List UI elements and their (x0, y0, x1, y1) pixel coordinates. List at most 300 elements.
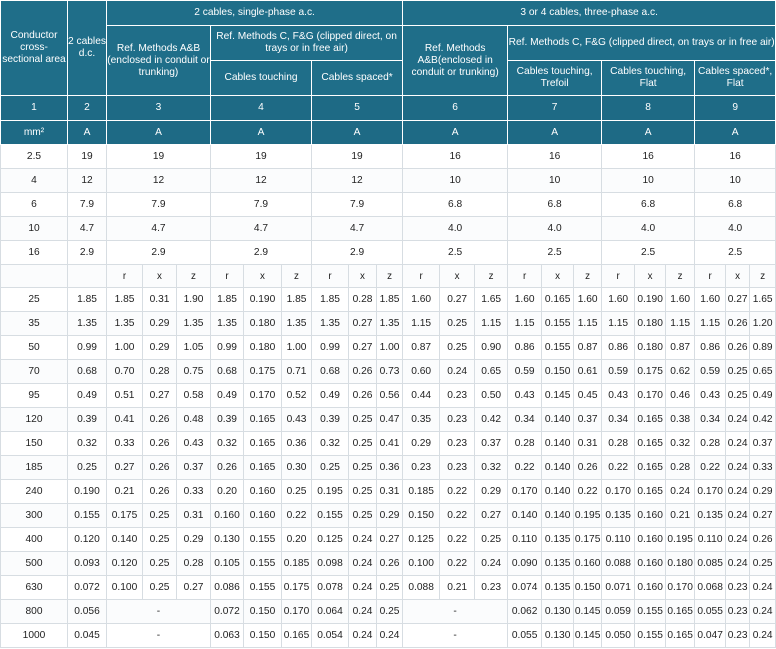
value-cell: 4.0 (508, 217, 602, 241)
value-cell: 0.28 (666, 456, 695, 480)
value-cell: 0.25 (282, 480, 312, 504)
column-number: 3 (107, 96, 211, 121)
value-cell: 0.150 (542, 360, 574, 384)
value-cell: 0.135 (542, 552, 574, 576)
value-cell: 0.43 (602, 384, 635, 408)
value-cell: 0.24 (349, 576, 377, 600)
header-three-phase: 3 or 4 cables, three-phase a.c. (403, 1, 776, 26)
size-cell: 240 (1, 480, 68, 504)
value-cell: 6.8 (602, 193, 695, 217)
value-cell: 0.130 (211, 528, 244, 552)
value-cell: 0.56 (377, 384, 403, 408)
value-cell: 2.9 (107, 241, 211, 265)
value-cell: 0.45 (574, 384, 602, 408)
table-row (1, 528, 776, 552)
value-cell: 0.160 (574, 552, 602, 576)
table-row (1, 552, 776, 576)
value-cell: 0.24 (750, 624, 776, 648)
value-cell: 2.9 (211, 241, 312, 265)
value-cell: 0.26 (750, 528, 776, 552)
table-row (1, 600, 776, 624)
value-cell: 0.165 (635, 408, 666, 432)
value-cell: 0.24 (726, 528, 750, 552)
value-cell: 0.29 (143, 312, 177, 336)
value-cell: 0.068 (695, 576, 726, 600)
value-cell: 0.23 (726, 624, 750, 648)
value-cell: 1.05 (177, 336, 211, 360)
size-cell: 10 (1, 217, 68, 241)
value-cell: 0.24 (750, 600, 776, 624)
value-cell: 0.34 (695, 408, 726, 432)
table-row (1, 384, 776, 408)
header-methods-ab-single: Ref. Methods A&B (enclosed in conduit or trunking) (107, 26, 211, 96)
value-cell: 0.34 (602, 408, 635, 432)
value-cell: 0.165 (635, 456, 666, 480)
value-cell: 1.35 (282, 312, 312, 336)
value-cell: 0.25 (143, 528, 177, 552)
value-cell: 0.29 (403, 432, 440, 456)
value-cell: 0.37 (177, 456, 211, 480)
rxz-label: r (508, 265, 542, 288)
rxz-label: x (542, 265, 574, 288)
value-cell: 0.180 (635, 336, 666, 360)
value-cell: 0.145 (542, 384, 574, 408)
value-cell: 0.87 (403, 336, 440, 360)
value-cell: 0.170 (282, 600, 312, 624)
value-cell: 0.32 (211, 432, 244, 456)
value-cell: 0.155 (68, 504, 107, 528)
value-cell: 7.9 (68, 193, 107, 217)
value-cell: 0.99 (211, 336, 244, 360)
value-cell: 0.170 (244, 384, 282, 408)
value-cell: 0.86 (508, 336, 542, 360)
value-cell: 0.48 (177, 408, 211, 432)
value-cell: 0.75 (177, 360, 211, 384)
value-cell: 0.25 (349, 480, 377, 504)
value-cell: 1.35 (211, 312, 244, 336)
value-cell: 0.20 (282, 528, 312, 552)
value-cell: 0.145 (574, 600, 602, 624)
value-cell: 0.32 (68, 432, 107, 456)
size-cell: 70 (1, 360, 68, 384)
rxz-label: z (177, 265, 211, 288)
value-cell: 0.29 (750, 480, 776, 504)
value-cell: 0.21 (107, 480, 143, 504)
value-cell: 0.41 (107, 408, 143, 432)
value-cell: 0.87 (574, 336, 602, 360)
value-cell: 0.195 (666, 528, 695, 552)
value-cell: 0.25 (349, 408, 377, 432)
value-cell: 0.99 (68, 336, 107, 360)
value-cell: 0.090 (508, 552, 542, 576)
value-cell: 0.37 (750, 432, 776, 456)
value-cell: 0.68 (211, 360, 244, 384)
value-cell: 0.175 (635, 360, 666, 384)
value-cell: 0.22 (440, 480, 475, 504)
header-dc-cables: 2 cables d.c. (68, 1, 107, 96)
value-cell: 0.37 (475, 432, 508, 456)
rxz-label: x (726, 265, 750, 288)
value-cell: 0.43 (695, 384, 726, 408)
value-cell: 0.26 (143, 456, 177, 480)
value-cell: 0.25 (349, 456, 377, 480)
value-cell: 0.165 (244, 408, 282, 432)
value-cell: 0.33 (750, 456, 776, 480)
value-cell: 0.24 (475, 552, 508, 576)
value-cell: 16 (695, 145, 776, 169)
value-cell: 6.8 (403, 193, 508, 217)
value-cell: 1.85 (312, 288, 349, 312)
unit-label: A (211, 121, 312, 145)
value-cell: 0.050 (602, 624, 635, 648)
value-cell: 1.35 (107, 312, 143, 336)
value-cell: 0.24 (349, 600, 377, 624)
value-cell: 0.21 (666, 504, 695, 528)
value-cell: 0.24 (349, 528, 377, 552)
value-cell: 0.150 (403, 504, 440, 528)
value-cell: 0.26 (349, 360, 377, 384)
value-cell: 1.60 (403, 288, 440, 312)
header-touching-trefoil: Cables touching, Trefoil (508, 61, 602, 96)
value-cell: 0.73 (377, 360, 403, 384)
value-cell: 0.130 (542, 624, 574, 648)
value-cell: 1.15 (666, 312, 695, 336)
value-cell: 0.26 (143, 432, 177, 456)
rxz-label: z (666, 265, 695, 288)
value-cell: 0.23 (440, 432, 475, 456)
value-cell: 0.23 (726, 576, 750, 600)
value-cell: 19 (211, 145, 312, 169)
value-cell: 0.25 (312, 456, 349, 480)
unit-label: A (508, 121, 602, 145)
value-cell: 0.140 (542, 504, 574, 528)
table-row (1, 217, 776, 241)
value-cell: 0.165 (244, 456, 282, 480)
table-row (1, 408, 776, 432)
unit-label: A (403, 121, 508, 145)
value-cell: 1.90 (177, 288, 211, 312)
value-cell: 0.047 (695, 624, 726, 648)
value-cell: 0.60 (403, 360, 440, 384)
value-cell: 0.71 (282, 360, 312, 384)
value-cell: 0.24 (377, 624, 403, 648)
value-cell: 0.064 (312, 600, 349, 624)
value-cell: 1.85 (282, 288, 312, 312)
value-cell: 1.15 (574, 312, 602, 336)
value-cell: 1.35 (68, 312, 107, 336)
value-cell: 0.055 (695, 600, 726, 624)
rxz-label: r (107, 265, 143, 288)
value-cell: 0.072 (68, 576, 107, 600)
value-cell: 0.170 (508, 480, 542, 504)
value-cell: 0.125 (403, 528, 440, 552)
value-cell: 0.170 (602, 480, 635, 504)
value-cell: 0.180 (244, 312, 282, 336)
value-cell: 0.135 (602, 504, 635, 528)
size-cell: 500 (1, 552, 68, 576)
size-cell: 800 (1, 600, 68, 624)
value-cell: 19 (107, 145, 211, 169)
value-cell: 0.59 (602, 360, 635, 384)
value-cell: 0.062 (508, 600, 542, 624)
value-cell: 0.055 (508, 624, 542, 648)
value-cell: 0.140 (542, 456, 574, 480)
value-cell: 1.15 (602, 312, 635, 336)
value-cell: 0.155 (244, 576, 282, 600)
value-cell: 1.65 (475, 288, 508, 312)
value-cell: 0.90 (475, 336, 508, 360)
value-cell: 0.165 (635, 480, 666, 504)
value-cell: 1.00 (377, 336, 403, 360)
value-cell: 0.43 (282, 408, 312, 432)
subheader-row (1, 265, 776, 288)
unit-label: A (312, 121, 403, 145)
value-cell: 0.61 (574, 360, 602, 384)
value-cell: 0.145 (574, 624, 602, 648)
value-cell: 0.29 (475, 480, 508, 504)
value-cell: 0.26 (211, 456, 244, 480)
value-cell: 0.088 (602, 552, 635, 576)
value-cell: 0.36 (377, 456, 403, 480)
header-conductor-area: Conductor cross-sectional area (1, 1, 68, 96)
value-cell: 4.7 (312, 217, 403, 241)
value-cell: 0.165 (282, 624, 312, 648)
table-row (1, 312, 776, 336)
value-cell: 0.23 (403, 456, 440, 480)
value-cell: 0.24 (726, 432, 750, 456)
value-cell: 0.195 (312, 480, 349, 504)
value-cell: 0.22 (440, 528, 475, 552)
value-cell: 0.160 (635, 576, 666, 600)
value-cell: 0.28 (177, 552, 211, 576)
value-cell: 1.60 (574, 288, 602, 312)
value-cell: 0.68 (68, 360, 107, 384)
value-cell: 0.31 (177, 504, 211, 528)
value-cell: 0.32 (312, 432, 349, 456)
value-cell: 0.68 (312, 360, 349, 384)
value-cell: 0.25 (143, 504, 177, 528)
value-cell: 10 (602, 169, 695, 193)
table-row (1, 169, 776, 193)
value-cell: 0.43 (177, 432, 211, 456)
value-cell: 1.60 (602, 288, 635, 312)
value-cell: 1.85 (107, 288, 143, 312)
unit-label: A (602, 121, 695, 145)
value-cell: 0.25 (143, 552, 177, 576)
value-cell: 7.9 (312, 193, 403, 217)
value-cell: 0.23 (440, 408, 475, 432)
size-cell: 50 (1, 336, 68, 360)
size-cell: 120 (1, 408, 68, 432)
value-cell: 0.110 (695, 528, 726, 552)
value-cell: 0.185 (403, 480, 440, 504)
value-cell: 0.26 (143, 408, 177, 432)
value-cell: 0.26 (726, 336, 750, 360)
value-cell: 0.059 (602, 600, 635, 624)
value-cell: 0.49 (312, 384, 349, 408)
value-cell: 1.60 (508, 288, 542, 312)
value-cell: 0.160 (635, 552, 666, 576)
value-cell: 0.140 (542, 480, 574, 504)
value-cell: 0.49 (211, 384, 244, 408)
value-cell: 0.140 (508, 504, 542, 528)
table-row (1, 193, 776, 217)
value-cell: 0.170 (635, 384, 666, 408)
value-cell: 1.00 (107, 336, 143, 360)
size-cell: 25 (1, 288, 68, 312)
value-cell: 0.47 (377, 408, 403, 432)
size-cell: 2.5 (1, 145, 68, 169)
value-cell: 0.58 (177, 384, 211, 408)
value-cell: 0.25 (475, 528, 508, 552)
value-cell: 0.41 (377, 432, 403, 456)
table-row (1, 480, 776, 504)
value-cell: 0.24 (349, 552, 377, 576)
value-cell: 6.8 (508, 193, 602, 217)
value-cell: 1.20 (750, 312, 776, 336)
value-cell: 0.190 (244, 288, 282, 312)
value-cell: 0.30 (282, 456, 312, 480)
value-cell: 0.100 (403, 552, 440, 576)
value-cell: 0.165 (542, 288, 574, 312)
value-cell: 1.85 (211, 288, 244, 312)
value-cell: 0.29 (177, 528, 211, 552)
rxz-label: x (635, 265, 666, 288)
value-cell: 7.9 (107, 193, 211, 217)
value-cell: 0.25 (440, 312, 475, 336)
value-cell: 0.25 (377, 576, 403, 600)
value-cell: 0.23 (475, 576, 508, 600)
value-cell: 0.65 (750, 360, 776, 384)
value-cell: 0.24 (726, 552, 750, 576)
value-cell: 0.25 (143, 576, 177, 600)
value-cell: 1.85 (68, 288, 107, 312)
size-cell: 630 (1, 576, 68, 600)
value-cell: 0.21 (440, 576, 475, 600)
value-cell: 0.175 (574, 528, 602, 552)
value-cell: 0.160 (635, 528, 666, 552)
value-cell: 1.65 (750, 288, 776, 312)
value-cell: 0.063 (211, 624, 244, 648)
value-cell: 0.120 (107, 552, 143, 576)
value-cell: 0.125 (312, 528, 349, 552)
value-cell: 19 (68, 145, 107, 169)
value-cell: 0.86 (695, 336, 726, 360)
value-cell: 0.071 (602, 576, 635, 600)
value-cell: 1.15 (508, 312, 542, 336)
value-cell: 0.59 (508, 360, 542, 384)
value-cell: 0.24 (726, 408, 750, 432)
dash-cell: - (403, 600, 508, 624)
value-cell: 16 (508, 145, 602, 169)
value-cell: 0.86 (602, 336, 635, 360)
value-cell: 0.22 (508, 456, 542, 480)
table-row (1, 504, 776, 528)
header-methods-cfg-single: Ref. Methods C, F&G (clipped direct, on trays or in free air) (211, 26, 403, 61)
value-cell: 0.155 (635, 600, 666, 624)
value-cell: 0.31 (377, 480, 403, 504)
value-cell: 0.085 (695, 552, 726, 576)
value-cell: 0.078 (312, 576, 349, 600)
value-cell: 4.7 (68, 217, 107, 241)
value-cell: 1.60 (666, 288, 695, 312)
value-cell: 0.110 (508, 528, 542, 552)
value-cell: 0.24 (726, 456, 750, 480)
value-cell: 0.185 (282, 552, 312, 576)
value-cell: 0.42 (750, 408, 776, 432)
column-number: 1 (1, 96, 68, 121)
value-cell: 0.99 (312, 336, 349, 360)
value-cell: 0.34 (508, 408, 542, 432)
value-cell: 6.8 (695, 193, 776, 217)
value-cell: 0.89 (750, 336, 776, 360)
value-cell: 0.50 (475, 384, 508, 408)
size-cell: 150 (1, 432, 68, 456)
rxz-label: z (377, 265, 403, 288)
rxz-label: r (403, 265, 440, 288)
value-cell: 10 (508, 169, 602, 193)
value-cell: 0.25 (68, 456, 107, 480)
header-single-phase: 2 cables, single-phase a.c. (107, 1, 403, 26)
header-cables-spaced: Cables spaced* (312, 61, 403, 96)
value-cell: 0.26 (377, 552, 403, 576)
value-cell: 0.23 (440, 456, 475, 480)
value-cell: 0.150 (244, 600, 282, 624)
value-cell: 0.110 (602, 528, 635, 552)
value-cell: 0.22 (602, 456, 635, 480)
value-cell: 0.29 (377, 504, 403, 528)
empty-cell (68, 265, 107, 288)
value-cell: 0.25 (349, 432, 377, 456)
value-cell: 0.28 (602, 432, 635, 456)
unit-label: A (107, 121, 211, 145)
value-cell: 0.190 (635, 288, 666, 312)
value-cell: 10 (695, 169, 776, 193)
value-cell: 0.23 (726, 600, 750, 624)
value-cell: 0.39 (211, 408, 244, 432)
value-cell: 0.70 (107, 360, 143, 384)
value-cell: 0.26 (574, 456, 602, 480)
empty-cell (1, 265, 68, 288)
value-cell: 0.072 (211, 600, 244, 624)
value-cell: 0.105 (211, 552, 244, 576)
value-cell: 0.25 (349, 504, 377, 528)
value-cell: 0.180 (635, 312, 666, 336)
value-cell: 2.9 (68, 241, 107, 265)
value-cell: 0.24 (726, 504, 750, 528)
header-methods-cfg-three: Ref. Methods C, F&G (clipped direct, on trays or in free air) (508, 26, 776, 61)
value-cell: 0.180 (244, 336, 282, 360)
column-number: 6 (403, 96, 508, 121)
value-cell: 0.135 (695, 504, 726, 528)
value-cell: 0.150 (244, 624, 282, 648)
value-cell: 1.35 (312, 312, 349, 336)
value-cell: 1.85 (377, 288, 403, 312)
value-cell: 0.165 (244, 432, 282, 456)
value-cell: 0.36 (282, 432, 312, 456)
value-cell: 0.24 (726, 480, 750, 504)
rxz-label: x (440, 265, 475, 288)
dash-cell: - (403, 624, 508, 648)
value-cell: 0.27 (349, 336, 377, 360)
value-cell: 19 (312, 145, 403, 169)
value-cell: 0.175 (282, 576, 312, 600)
value-cell: 0.25 (726, 384, 750, 408)
value-cell: 0.28 (349, 288, 377, 312)
value-cell: 0.25 (440, 336, 475, 360)
value-cell: 0.160 (211, 504, 244, 528)
value-cell: 12 (68, 169, 107, 193)
